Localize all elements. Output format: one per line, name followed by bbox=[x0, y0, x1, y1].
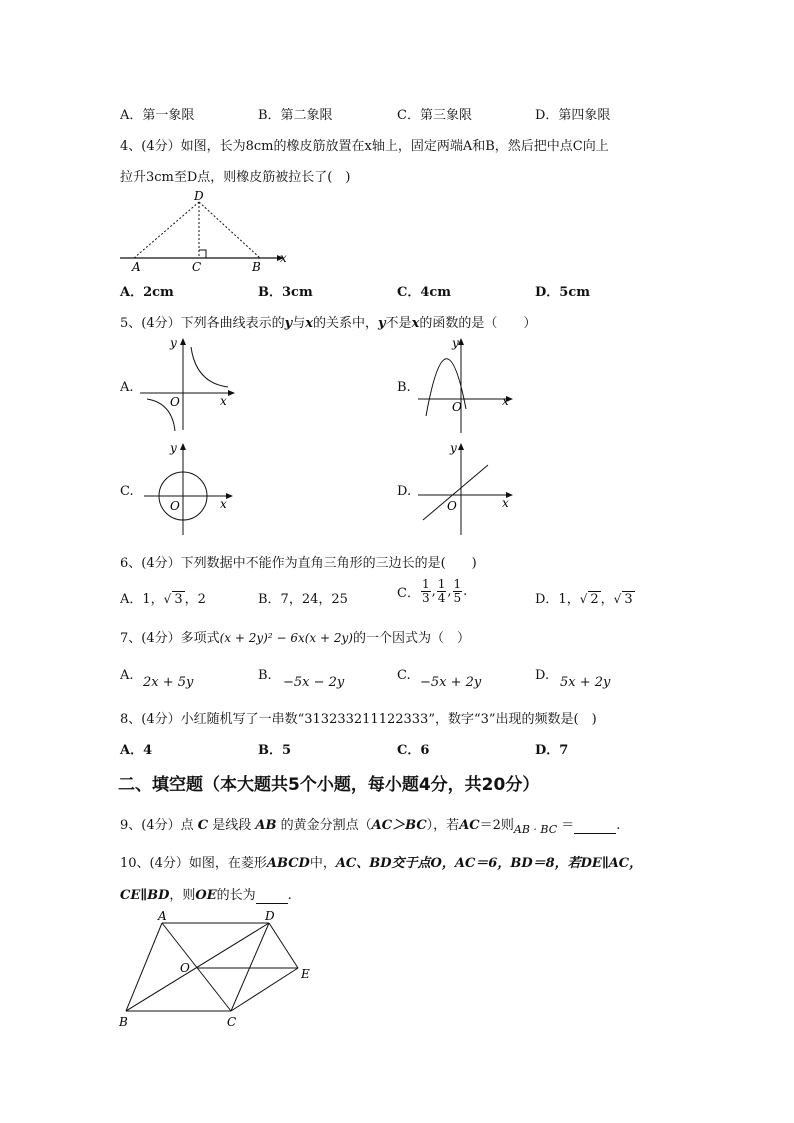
q7-option-d: D. bbox=[535, 668, 550, 683]
q5-a-origin: O bbox=[170, 395, 180, 409]
q5-label-d: D. bbox=[397, 484, 412, 499]
q9-answer-blank[interactable] bbox=[574, 818, 616, 834]
q7-stem: 7、(4分）多项式(x + 2y)² − 6x(x + 2y)的一个因式为（ ） bbox=[120, 631, 470, 646]
q4-label-a: A bbox=[132, 260, 141, 274]
q3-option-d: D．第四象限 bbox=[535, 108, 611, 123]
q9-expression: AB · BC bbox=[513, 823, 558, 836]
q4-label-b: B bbox=[252, 260, 261, 274]
q5-c-x-label: x bbox=[220, 497, 227, 511]
q5-label-c: C. bbox=[120, 484, 134, 499]
q7-option-b: B. bbox=[258, 668, 272, 683]
q4-label-c: C bbox=[192, 260, 202, 274]
q3-option-a: A．第一象限 bbox=[120, 108, 195, 123]
q5-c-y-label: y bbox=[170, 441, 177, 455]
q7-answer-a: 2x + 5y bbox=[143, 675, 194, 690]
q10-label-o: O bbox=[180, 961, 190, 975]
q10-label-d: D bbox=[265, 909, 275, 923]
q4-stem-line2: 拉升3cm至D点，则橡皮筋被拉长了( ) bbox=[120, 170, 351, 185]
q3-option-b: B．第二象限 bbox=[258, 108, 333, 123]
q10-label-b: B bbox=[119, 1015, 128, 1029]
q8-stem: 8、(4分）小红随机写了一串数“313233211122333”，数字“3”出现的频数是( ) bbox=[120, 712, 597, 727]
q10-rhombus-figure bbox=[112, 908, 322, 1033]
q5-b-origin: O bbox=[452, 400, 462, 414]
q10-stem-line2: CE∥BD，则OE的长为 . bbox=[120, 888, 292, 903]
q7-answer-b: −5x − 2y bbox=[283, 675, 345, 690]
q5-d-y-label: y bbox=[450, 441, 457, 455]
q5-d-x-label: x bbox=[502, 496, 509, 510]
q7-option-a: A. bbox=[120, 668, 134, 683]
q5-a-x-label: x bbox=[220, 394, 227, 408]
q5-label-b: B. bbox=[397, 380, 411, 395]
q8-option-d: D．7 bbox=[535, 743, 569, 758]
q6-stem: 6、(4分）下列数据中不能作为直角三角形的三边长的是( ) bbox=[120, 556, 477, 571]
q5-b-x-label: x bbox=[502, 394, 509, 408]
q4-stem-line1: 4、(4分）如图，长为8cm的橡皮筋放置在x轴上，固定两端A和B，然后把中点C向上 bbox=[120, 139, 609, 154]
q5-graph-a bbox=[140, 335, 240, 435]
q5-d-origin: O bbox=[447, 499, 457, 513]
q6-option-b: B．7，24，25 bbox=[258, 592, 348, 607]
q10-label-e: E bbox=[301, 967, 310, 981]
q4-label-d: D bbox=[194, 189, 204, 203]
q4-label-x: x bbox=[280, 251, 287, 265]
q5-graph-c bbox=[140, 440, 240, 540]
q8-option-c: C．6 bbox=[397, 743, 430, 758]
q10-stem-line1: 10、(4分）如图，在菱形ABCD中，AC、BD交于点O，AC＝6，BD＝8，若DE∥AC， bbox=[120, 856, 643, 871]
q5-c-origin: O bbox=[170, 499, 180, 513]
q8-option-a: A．4 bbox=[120, 743, 153, 758]
q4-option-b: B．3cm bbox=[258, 285, 313, 300]
q7-expression: (x + 2y)² − 6x(x + 2y) bbox=[219, 631, 353, 645]
q5-b-y-label: y bbox=[452, 336, 459, 350]
q5-stem: 5、(4分）下列各曲线表示的y与x的关系中，y不是x的函数的是（ ） bbox=[120, 316, 537, 331]
q7-option-c: C. bbox=[397, 668, 411, 683]
q5-label-a: A. bbox=[120, 380, 134, 395]
q7-answer-c: −5x + 2y bbox=[420, 675, 482, 690]
q9-stem: 9、(4分）点 C 是线段 AB 的黄金分割点（AC＞BC），若AC＝2则$_{AB \cdot BC}$ ＝ . bbox=[120, 818, 621, 836]
q4-option-c: C．4cm bbox=[397, 285, 452, 300]
q3-option-c: C．第三象限 bbox=[397, 108, 472, 123]
section-2-heading: 二、填空题（本大题共5个小题，每小题4分，共20分） bbox=[118, 775, 540, 795]
q6-option-a: A．1，√ 3 ，2 bbox=[120, 592, 206, 607]
q10-answer-blank[interactable] bbox=[256, 888, 288, 904]
q6-option-d: D．1，√ 2 ，√ 3 bbox=[535, 592, 633, 607]
q5-graph-b bbox=[418, 335, 518, 435]
q4-option-a: A．2cm bbox=[120, 285, 174, 300]
q4-option-d: D．5cm bbox=[535, 285, 590, 300]
q4-figure bbox=[112, 188, 302, 278]
q5-a-y-label: y bbox=[170, 336, 177, 350]
q8-option-b: B．5 bbox=[258, 743, 292, 758]
q10-label-c: C bbox=[227, 1015, 237, 1029]
q6-option-c: C． $\frac{1}{3}$ , $\frac{1}{4}$ , $\frac{1}{5}$ . bbox=[397, 577, 468, 605]
q7-answer-d: 5x + 2y bbox=[560, 675, 611, 690]
q5-graph-d bbox=[418, 440, 518, 540]
q10-label-a: A bbox=[158, 909, 167, 923]
